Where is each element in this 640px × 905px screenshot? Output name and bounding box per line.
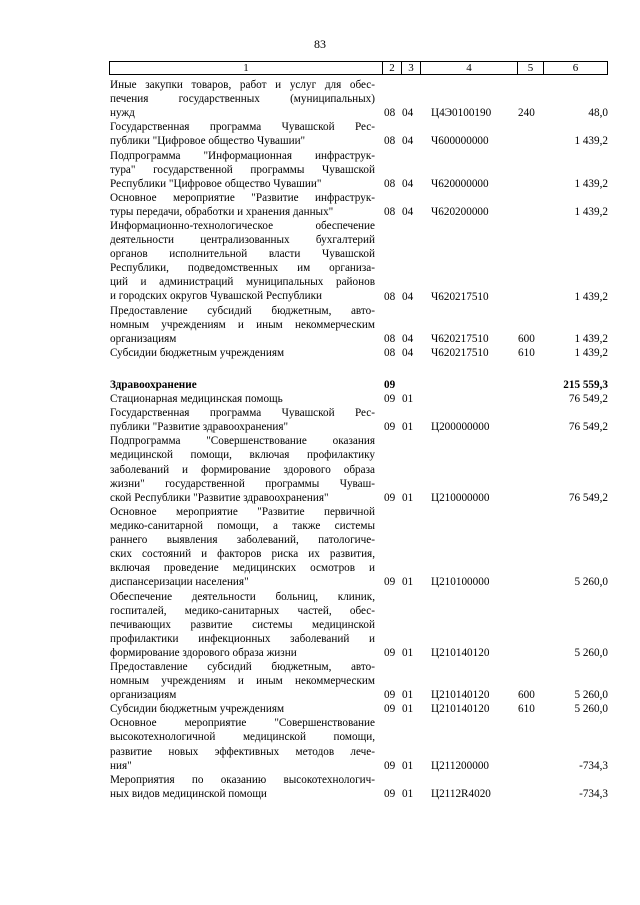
row-target-code: Ц210140120	[431, 646, 490, 659]
header-col-6: 6	[572, 62, 579, 74]
row-expense-type: 610	[518, 703, 535, 716]
row-subsection: 01	[402, 787, 414, 800]
row-target-code: Ч620000000	[431, 177, 489, 190]
row-section: 09	[384, 689, 396, 702]
header-col-5: 5	[527, 62, 534, 74]
row-name-line: организациям	[110, 689, 177, 702]
row-subsection: 04	[402, 177, 414, 190]
row-name	[110, 406, 375, 434]
row-section: 08	[384, 107, 396, 120]
row-name-line: диспансеризации населения"	[110, 576, 249, 589]
row-name-line: профилактики инфекционных заболеваний и	[110, 632, 375, 645]
row-section: 09	[384, 393, 396, 406]
header-col-4: 4	[466, 62, 472, 74]
row-expense-type: 240	[518, 107, 535, 120]
row-name-line: Здравоохранение	[110, 379, 197, 391]
row-name-line: Предоставление субсидий бюджетным, авто-	[110, 661, 375, 673]
row-name	[110, 434, 375, 504]
row-name-line: органов исполнительной власти Чувашской	[110, 248, 375, 261]
row-expense-type: 610	[518, 346, 535, 359]
row-target-code: Ц4Э0100190	[431, 107, 492, 120]
row-name-line: высокотехнологичной медицинской помощи,	[110, 731, 375, 744]
row-name-line: Основное мероприятие "Совершенствование	[110, 717, 375, 730]
row-name-line: формирование здорового образа жизни	[110, 646, 297, 659]
row-section: 08	[384, 290, 396, 303]
row-name-line: Республики, подведомственных им организа-	[110, 262, 375, 275]
row-section: 09	[384, 576, 396, 589]
row-name-line: Субсидии бюджетным учреждениям	[110, 703, 285, 716]
row-target-code: Ч620217510	[431, 290, 489, 303]
row-name-line: номным учреждениям и иным некоммерческим	[110, 675, 375, 688]
row-amount: 1 439,2	[574, 346, 608, 359]
row-name	[110, 219, 375, 304]
row-amount: -734,3	[579, 787, 608, 800]
row-target-code: Ч620200000	[431, 205, 489, 218]
row-target-code: Ц2112R4020	[431, 787, 491, 800]
row-amount: 5 260,0	[574, 689, 608, 702]
row-name-line: Подпрограмма "Совершенствование оказания	[110, 435, 375, 448]
row-target-code: Ч620217510	[431, 332, 489, 345]
row-name-line: раннего выявления заболеваний, патологиче-	[110, 534, 375, 547]
row-target-code: Ц210140120	[431, 703, 490, 716]
row-name	[110, 716, 375, 772]
row-section: 08	[384, 332, 396, 345]
row-section: 08	[384, 205, 396, 218]
row-name	[110, 304, 375, 346]
row-amount: -734,3	[579, 759, 608, 772]
row-target-code: Ц200000000	[431, 421, 490, 434]
row-section: 08	[384, 346, 396, 359]
row-name-line: заболеваний и формирование здорового образа	[110, 463, 375, 476]
row-name-line: туры передачи, обработки и хранения данных"	[110, 205, 334, 218]
header-col-2: 2	[389, 62, 395, 74]
row-subsection: 04	[402, 346, 414, 359]
row-name	[110, 191, 375, 219]
row-amount: 48,0	[588, 107, 608, 120]
row-name	[110, 702, 375, 716]
table-header	[109, 61, 608, 75]
row-name-line: Предоставление субсидий бюджетным, авто-	[110, 304, 375, 317]
row-section: 09	[384, 421, 396, 434]
row-target-code: Ц210100000	[431, 576, 490, 589]
page-number: 83	[314, 37, 326, 51]
row-name	[110, 78, 375, 120]
row-name	[110, 392, 375, 406]
row-section: 09	[384, 759, 396, 772]
row-name-line: публики "Цифровое общество Чувашии"	[110, 135, 306, 148]
row-target-code: Ц211200000	[431, 759, 490, 772]
row-name-line: ских состояний и факторов риска их развития,	[110, 548, 375, 561]
row-name-line: медицинской помощи, включая профилактику	[110, 449, 375, 462]
row-section: 09	[384, 646, 396, 659]
row-target-code: Ч600000000	[431, 135, 489, 148]
row-name	[110, 346, 375, 360]
row-subsection: 01	[402, 576, 414, 589]
row-name-line: публики "Развитие здравоохранения"	[110, 421, 289, 434]
row-expense-type: 600	[518, 332, 535, 345]
row-name	[110, 660, 375, 702]
row-name-line: Государственная программа Чувашской Рес-	[110, 121, 375, 134]
row-amount: 5 260,0	[574, 576, 608, 589]
row-name-line: нужд	[110, 107, 135, 120]
row-subsection: 04	[402, 205, 414, 218]
row-amount: 76 549,2	[568, 393, 608, 406]
row-amount: 5 260,0	[574, 703, 608, 716]
header-col-1: 1	[243, 62, 249, 74]
row-subsection: 01	[402, 759, 414, 772]
row-subsection: 01	[402, 393, 414, 406]
row-name-line: Государственная программа Чувашской Рес-	[110, 407, 375, 420]
row-name-line: ций и администраций муниципальных районов	[110, 276, 375, 289]
row-name-line: включая проведение медицинских осмотров и	[110, 562, 375, 575]
row-name	[110, 590, 375, 660]
row-name-line: Обеспечение деятельности больниц, клиник,	[110, 590, 375, 603]
row-name-line: Стационарная медицинская помощь	[110, 393, 283, 406]
row-name-line: жизни" государственной программы Чуваш-	[110, 477, 375, 490]
row-name	[110, 120, 375, 148]
row-subsection: 04	[402, 290, 414, 303]
row-name-line: Информационно-технологическое обеспечение	[110, 220, 375, 232]
row-section: 09	[384, 703, 396, 716]
row-target-code: Ц210140120	[431, 689, 490, 702]
row-section: 08	[384, 135, 396, 148]
row-name-line: Мероприятия по оказанию высокотехнологич-	[110, 773, 375, 786]
row-amount: 5 260,0	[574, 646, 608, 659]
row-name-line: развитие новых эффективных методов лече-	[110, 745, 375, 758]
row-name-line: ской Республики "Развитие здравоохранения"	[110, 491, 329, 504]
row-amount: 1 439,2	[574, 177, 608, 190]
row-name	[110, 378, 375, 392]
row-subsection: 01	[402, 703, 414, 716]
row-amount: 1 439,2	[574, 135, 608, 148]
row-name-line: печения государственных (муниципальных)	[110, 93, 375, 106]
row-section: 08	[384, 177, 396, 190]
row-section: 09	[384, 787, 396, 800]
row-name-line: госпиталей, медико-санитарных частей, обес-	[110, 604, 375, 617]
row-name	[110, 505, 375, 590]
row-name-line: медико-санитарной помощи, а также системы	[110, 519, 375, 532]
row-name-line: ния"	[110, 759, 132, 772]
row-subsection: 04	[402, 135, 414, 148]
row-amount: 215 559,3	[563, 379, 608, 391]
row-name-line: тура" государственной программы Чувашской	[110, 163, 375, 176]
header-col-3: 3	[408, 62, 414, 74]
row-subsection: 01	[402, 646, 414, 659]
row-name	[110, 149, 375, 191]
row-name-line: и городских округов Чувашской Республики	[110, 290, 322, 303]
row-name-line: Основное мероприятие "Развитие инфраструк-	[110, 191, 375, 204]
row-amount: 76 549,2	[568, 491, 608, 504]
row-amount: 76 549,2	[568, 421, 608, 434]
row-section: 09	[384, 491, 396, 504]
row-name-line: номным учреждениям и иным некоммерческим	[110, 318, 375, 331]
row-expense-type: 600	[518, 689, 535, 702]
row-name-line: Субсидии бюджетным учреждениям	[110, 346, 285, 359]
row-name-line: деятельности централизованных бухгалтерий	[110, 234, 375, 247]
row-section: 09	[384, 379, 396, 391]
row-subsection: 04	[402, 107, 414, 120]
row-name-line: Республики "Цифровое общество Чувашии"	[110, 177, 322, 190]
row-subsection: 01	[402, 689, 414, 702]
row-target-code: Ч620217510	[431, 346, 489, 359]
row-name-line: Иные закупки товаров, работ и услуг для обес-	[110, 79, 375, 91]
row-amount: 1 439,2	[574, 205, 608, 218]
row-name-line: Основное мероприятие "Развитие первичной	[110, 505, 375, 518]
row-name-line: ных видов медицинской помощи	[110, 787, 267, 800]
row-amount: 1 439,2	[574, 290, 608, 303]
row-name-line: организациям	[110, 332, 177, 345]
row-subsection: 04	[402, 332, 414, 345]
row-subsection: 01	[402, 491, 414, 504]
row-name-line: печивающих развитие системы медицинской	[110, 618, 375, 631]
row-target-code: Ц210000000	[431, 491, 490, 504]
row-name-line: Подпрограмма "Информационная инфраструк-	[110, 149, 375, 162]
row-subsection: 01	[402, 421, 414, 434]
row-amount: 1 439,2	[574, 332, 608, 345]
row-name	[110, 773, 375, 801]
